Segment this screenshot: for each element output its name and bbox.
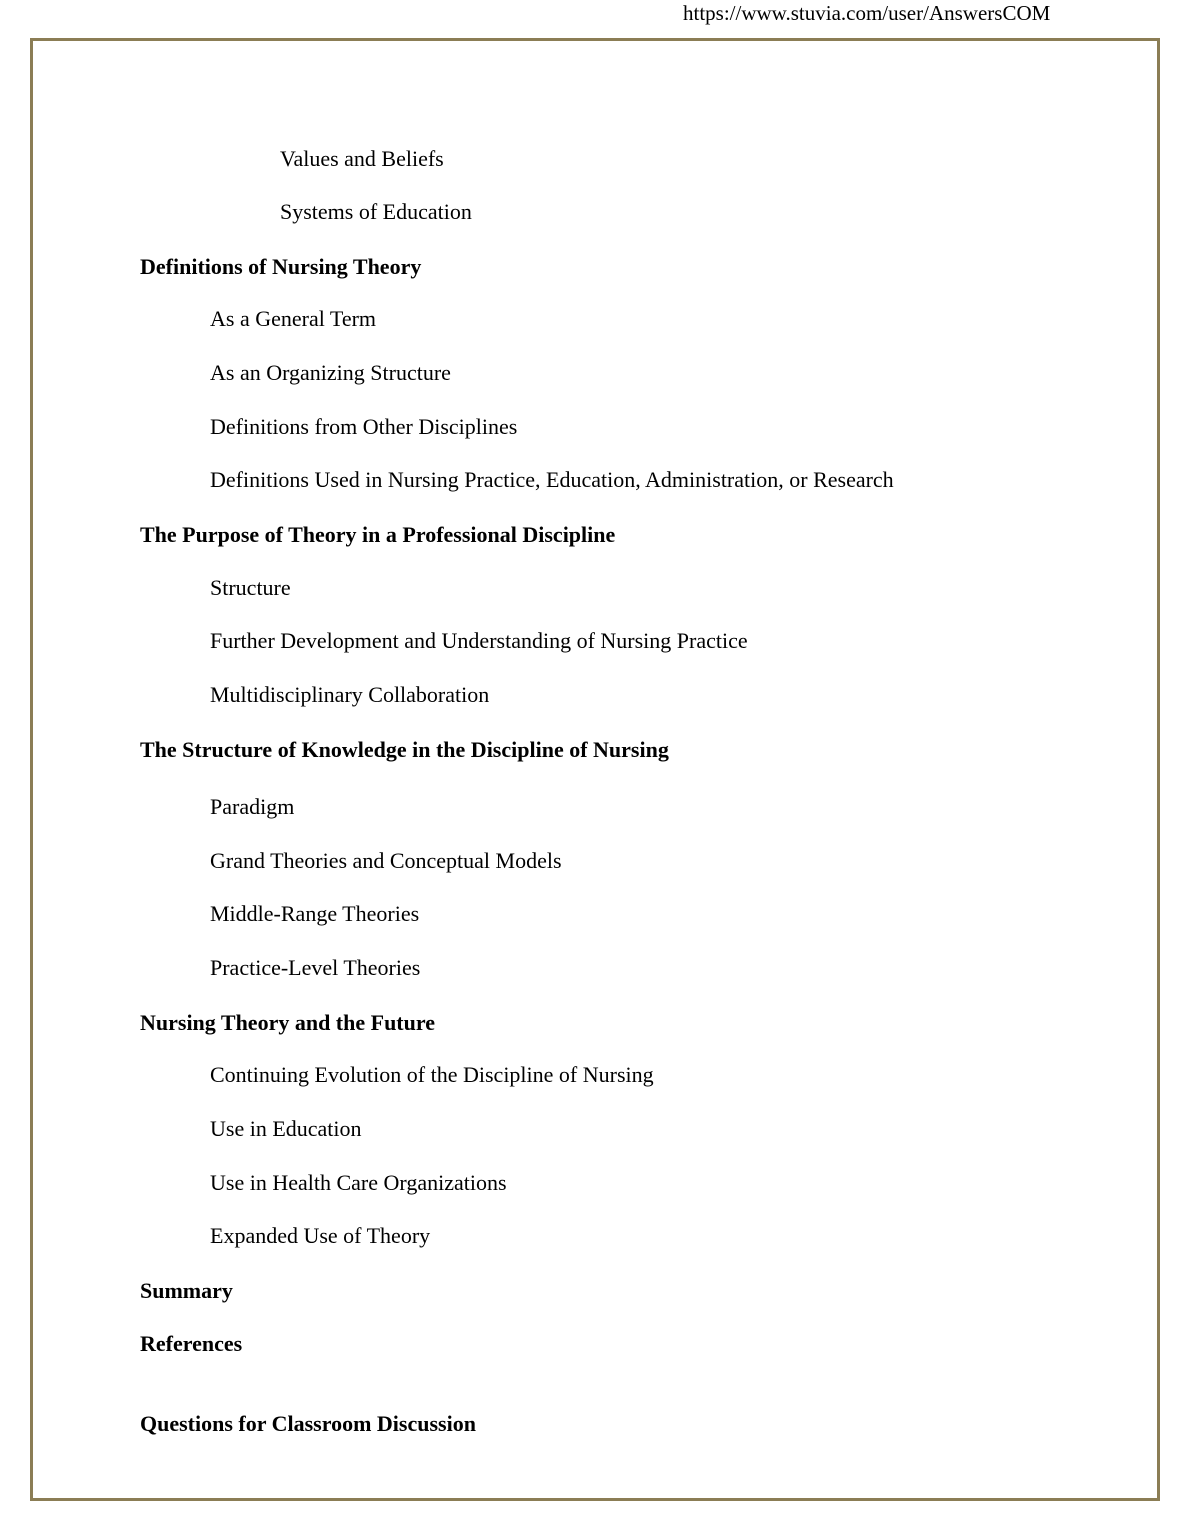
outline-item: Paradigm bbox=[210, 794, 295, 819]
outline-item: Continuing Evolution of the Discipline of Nursing bbox=[210, 1062, 654, 1087]
outline-item: Use in Health Care Organizations bbox=[210, 1170, 507, 1195]
outline-item: Definitions Used in Nursing Practice, Education, Administration, or Research bbox=[210, 467, 894, 492]
section-heading: Definitions of Nursing Theory bbox=[140, 254, 422, 279]
outline-item: Further Development and Understanding of Nursing Practice bbox=[210, 628, 748, 653]
outline-item: Definitions from Other Disciplines bbox=[210, 414, 518, 439]
section-heading: Summary bbox=[140, 1278, 233, 1303]
section-heading: The Purpose of Theory in a Professional Discipline bbox=[140, 522, 616, 547]
outline-item: Grand Theories and Conceptual Models bbox=[210, 848, 562, 873]
section-heading: References bbox=[140, 1331, 243, 1356]
outline-item: Expanded Use of Theory bbox=[210, 1223, 431, 1248]
section-heading: The Structure of Knowledge in the Discipline of Nursing bbox=[140, 737, 669, 762]
outline-item: As a General Term bbox=[210, 306, 377, 331]
outline-item: As an Organizing Structure bbox=[210, 360, 451, 385]
outline-item: Systems of Education bbox=[280, 199, 472, 224]
outline-item: Multidisciplinary Collaboration bbox=[210, 682, 490, 707]
outline-item: Use in Education bbox=[210, 1116, 362, 1141]
outline-item: Middle-Range Theories bbox=[210, 901, 420, 926]
outline-item: Practice-Level Theories bbox=[210, 955, 421, 980]
section-heading: Questions for Classroom Discussion bbox=[140, 1411, 476, 1436]
section-heading: Nursing Theory and the Future bbox=[140, 1010, 436, 1035]
outline-item: Structure bbox=[210, 575, 291, 600]
outline-item: Values and Beliefs bbox=[280, 146, 444, 171]
source-url: https://www.stuvia.com/user/AnswersCOM bbox=[683, 1, 1051, 25]
